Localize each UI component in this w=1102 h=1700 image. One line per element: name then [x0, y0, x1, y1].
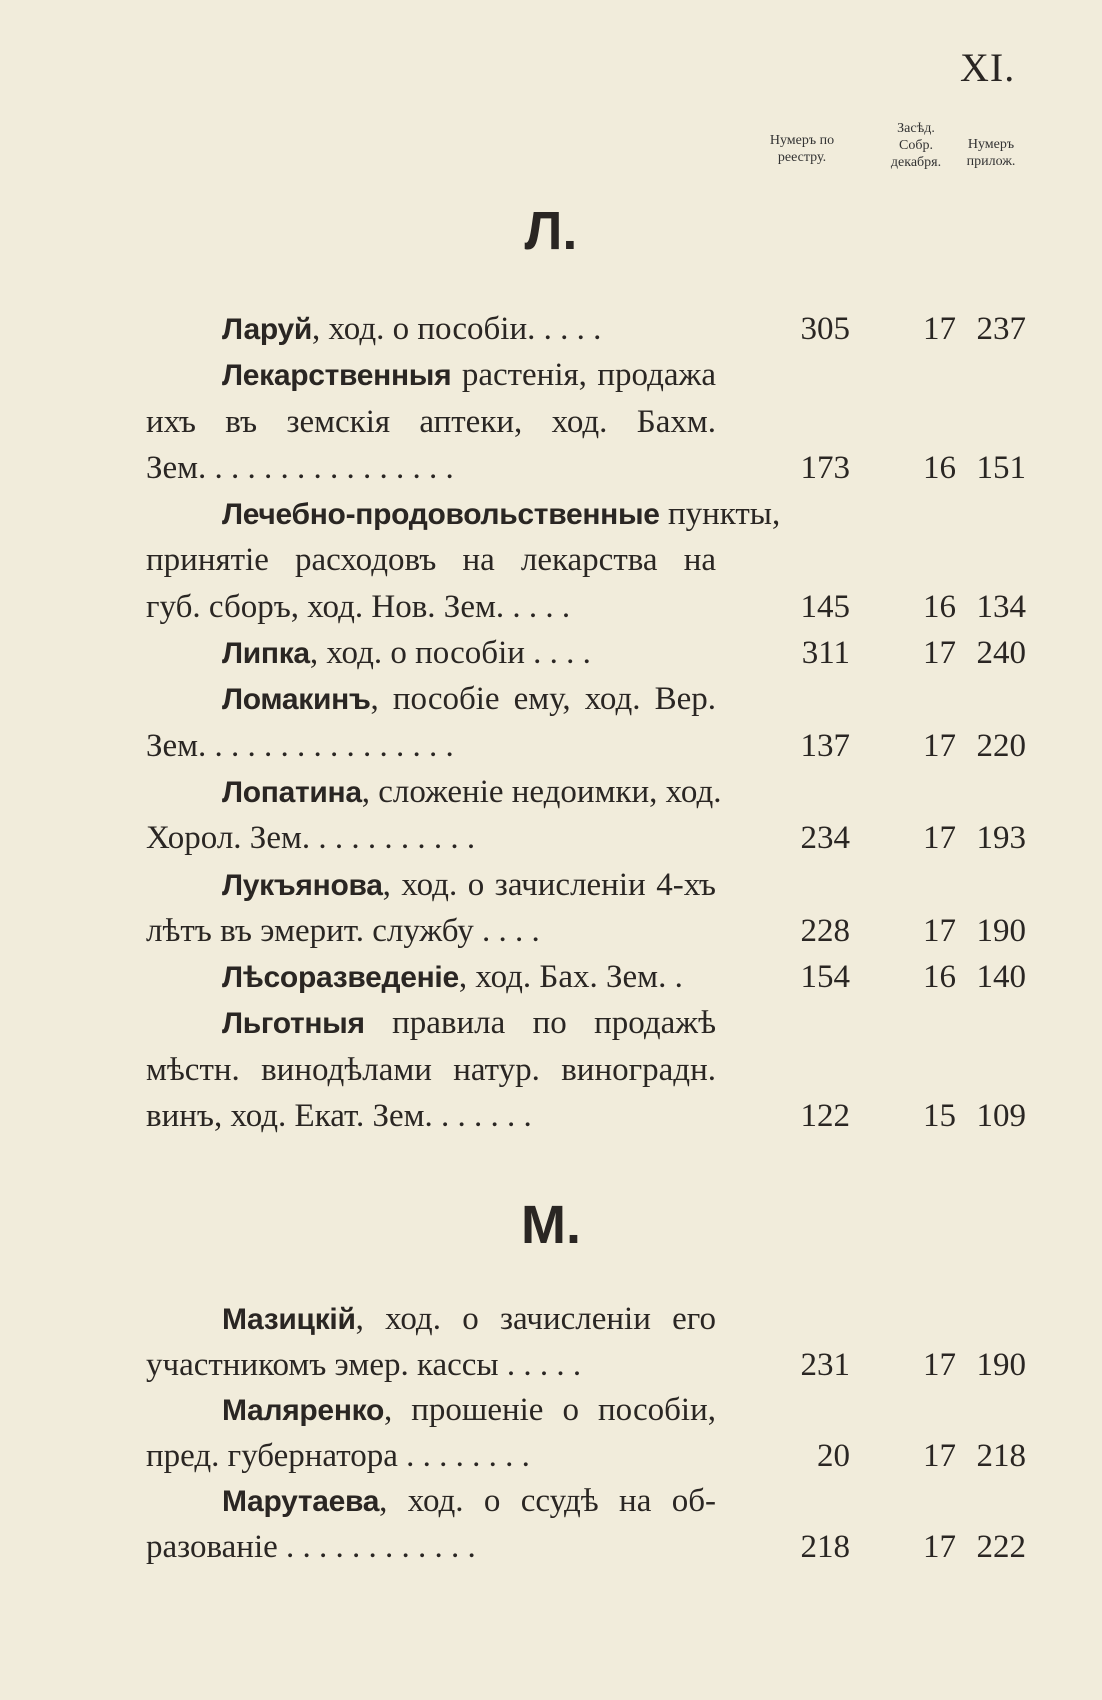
- entry-keyword: Мазицкій: [222, 1303, 356, 1336]
- entry-line: [146, 908, 1026, 954]
- entry-text: [146, 1525, 716, 1571]
- index-entries: [146, 1297, 1026, 1570]
- session-date: 17: [923, 912, 956, 949]
- entry-description: , прошеніе о пособіи,: [383, 1392, 716, 1428]
- session-date: 16: [923, 449, 956, 486]
- entry-description: Зем. . . . . . . . . . . . . . . .: [146, 449, 454, 486]
- appendix-number: 237: [976, 311, 1026, 347]
- session-date: 17: [923, 311, 956, 347]
- entry-description: пред. губернатора . . . . . . . .: [146, 1437, 530, 1474]
- index-entry: [146, 954, 1026, 1000]
- entry-text: [222, 352, 716, 399]
- appendix-number: 193: [976, 820, 1026, 857]
- entry-text: [222, 676, 716, 723]
- entry-line: [146, 862, 1026, 908]
- session-date: 17: [923, 635, 956, 672]
- index-entry: [146, 630, 1026, 676]
- index-entry: [146, 862, 1026, 955]
- entry-keyword: Ларуй: [222, 313, 313, 346]
- entry-line: [146, 1388, 1026, 1434]
- entry-description: лѣтъ въ эмерит. службу . . . .: [146, 912, 540, 949]
- registry-number: 231: [800, 1346, 850, 1383]
- appendix-number: 220: [976, 727, 1026, 764]
- appendix-number: 109: [976, 1098, 1026, 1135]
- registry-number: 173: [800, 449, 850, 486]
- entry-line: [146, 352, 1026, 398]
- entry-line: [146, 1093, 1026, 1139]
- entry-keyword: Ломакинъ: [222, 683, 371, 717]
- registry-number: 305: [800, 311, 850, 347]
- entry-description: , пособіе ему, ход. Вер.: [370, 681, 716, 718]
- entry-keyword: Льготныя: [222, 1007, 365, 1041]
- registry-number: 228: [800, 912, 850, 949]
- entry-line: [146, 584, 1026, 630]
- column-header-line: Засѣд.: [897, 121, 935, 136]
- registry-number: 122: [800, 1098, 850, 1135]
- entry-description: мѣстн. винодѣлами натур. виноградн.: [146, 1051, 716, 1088]
- appendix-number: 151: [976, 449, 1026, 486]
- entry-text: [146, 1434, 716, 1480]
- entry-line: [146, 769, 1026, 815]
- registry-number: 311: [801, 635, 850, 672]
- entry-line: [146, 1047, 1026, 1093]
- entry-text: [222, 306, 716, 353]
- session-date: 16: [923, 959, 956, 996]
- registry-number: 20: [817, 1437, 850, 1474]
- index-entry: [146, 1479, 1026, 1570]
- column-header-line: прилож.: [966, 154, 1016, 169]
- session-date: 17: [923, 1437, 956, 1474]
- entry-text: [146, 723, 716, 769]
- entry-text: [146, 399, 716, 445]
- appendix-number: 190: [976, 912, 1026, 949]
- appendix-number: 134: [976, 588, 1026, 625]
- entry-keyword: Лукъянова: [222, 868, 383, 902]
- entry-text: [222, 1000, 716, 1047]
- session-date: 15: [923, 1098, 956, 1135]
- index-entry: [146, 1388, 1026, 1479]
- registry-number: 137: [800, 727, 850, 764]
- entry-description: участникомъ эмер. кассы . . . . .: [146, 1346, 582, 1383]
- entry-text: [146, 908, 716, 954]
- entry-description: правила по продажѣ: [364, 1005, 716, 1042]
- section-letter: М.: [521, 1195, 581, 1255]
- entry-description: , ход. о зачисленіи 4-хъ: [382, 866, 716, 903]
- entry-line: [146, 676, 1026, 722]
- index-entry: [146, 352, 1026, 491]
- entry-text: [222, 1479, 716, 1525]
- entry-line: [146, 445, 1026, 491]
- entry-text: [146, 1047, 716, 1093]
- entry-description: , ход. о пособіи . . . .: [309, 635, 591, 672]
- entry-line: [146, 1000, 1026, 1046]
- entry-text: [222, 954, 716, 1001]
- entry-description: ихъ въ земскія аптеки, ход. Бахм.: [146, 403, 716, 440]
- registry-number: 145: [800, 588, 850, 625]
- entry-text: [222, 630, 716, 677]
- entry-keyword: Лопатина: [222, 775, 362, 809]
- entry-text: [146, 445, 716, 491]
- entry-text: [222, 769, 722, 816]
- section-letter: Л.: [524, 201, 578, 261]
- entry-keyword: Липка: [222, 637, 310, 671]
- entry-line: [146, 1343, 1026, 1389]
- entry-keyword: Лѣсоразведеніе: [222, 961, 459, 995]
- entry-description: принятіе расходовъ на лекарства на: [146, 542, 716, 579]
- entry-description: , ход. о пособіи. . . . .: [312, 311, 602, 347]
- entry-line: [146, 1479, 1026, 1525]
- entry-line: [146, 723, 1026, 769]
- entry-line: [146, 1434, 1026, 1480]
- entry-keyword: Марутаева: [222, 1485, 380, 1518]
- appendix-number: 240: [976, 635, 1026, 672]
- entry-line: [146, 306, 1026, 352]
- entry-line: [146, 399, 1026, 445]
- index-entries: [146, 306, 1026, 1139]
- entry-text: [222, 862, 716, 909]
- entry-text: [146, 815, 716, 861]
- entry-keyword: Лекарственныя: [222, 359, 452, 393]
- page-number: XI.: [960, 45, 1016, 90]
- appendix-number: 140: [976, 959, 1026, 996]
- session-date: 17: [923, 1528, 956, 1565]
- column-header-line: реестру.: [777, 150, 827, 165]
- entry-line: [146, 537, 1026, 583]
- registry-number: 154: [800, 959, 850, 996]
- entry-description: Хорол. Зем. . . . . . . . . . .: [146, 820, 476, 857]
- entry-line: [146, 491, 1026, 537]
- entry-line: [146, 1525, 1026, 1571]
- entry-text: [222, 1297, 716, 1343]
- column-header-line: декабря.: [890, 155, 942, 170]
- session-date: 17: [923, 727, 956, 764]
- entry-text: [146, 537, 716, 583]
- entry-keyword: Маляренко: [222, 1394, 384, 1427]
- column-header-line: Нумеръ по: [769, 133, 835, 148]
- column-header-appendix: [946, 136, 1036, 170]
- entry-description: растенія, продажа: [451, 357, 716, 394]
- index-entry: [146, 491, 1026, 630]
- index-entry: [146, 1297, 1026, 1388]
- entry-line: [146, 630, 1026, 676]
- entry-description: губ. сборъ, ход. Нов. Зем. . . . .: [146, 588, 571, 625]
- entry-text: [146, 1343, 716, 1389]
- entry-text: [222, 1388, 716, 1434]
- entry-description: разованіе . . . . . . . . . . . .: [146, 1528, 476, 1565]
- registry-number: 234: [800, 820, 850, 857]
- entry-text: [146, 1093, 716, 1139]
- appendix-number: 218: [976, 1437, 1026, 1474]
- entry-description: , ход. Бах. Зем. .: [458, 959, 683, 996]
- entry-description: , сложеніе недоимки, ход.: [361, 773, 722, 810]
- entry-line: [146, 954, 1026, 1000]
- session-date: 17: [923, 1346, 956, 1383]
- entry-description: , ход. о ссудѣ на об-: [379, 1483, 716, 1519]
- column-header-line: Собр.: [899, 138, 933, 153]
- entry-keyword: Лечебно-продовольственные: [222, 498, 660, 532]
- entry-description: пункты,: [659, 496, 781, 533]
- entry-text: [146, 584, 716, 630]
- entry-line: [146, 1297, 1026, 1343]
- appendix-number: 190: [976, 1346, 1026, 1383]
- entry-description: Зем. . . . . . . . . . . . . . . .: [146, 727, 454, 764]
- index-entry: [146, 1000, 1026, 1139]
- index-entry: [146, 769, 1026, 862]
- appendix-number: 222: [976, 1528, 1026, 1565]
- entry-line: [146, 815, 1026, 861]
- entry-text: [222, 491, 781, 538]
- column-header-line: Нумеръ: [967, 137, 1015, 152]
- registry-number: 218: [800, 1528, 850, 1565]
- entry-description: винъ, ход. Екат. Зем. . . . . . .: [146, 1098, 532, 1135]
- column-header-registry: [752, 132, 852, 166]
- entry-description: , ход. о зачисленіи его: [355, 1301, 716, 1337]
- session-date: 17: [923, 820, 956, 857]
- index-entry: [146, 676, 1026, 769]
- session-date: 16: [923, 588, 956, 625]
- index-entry: [146, 306, 1026, 352]
